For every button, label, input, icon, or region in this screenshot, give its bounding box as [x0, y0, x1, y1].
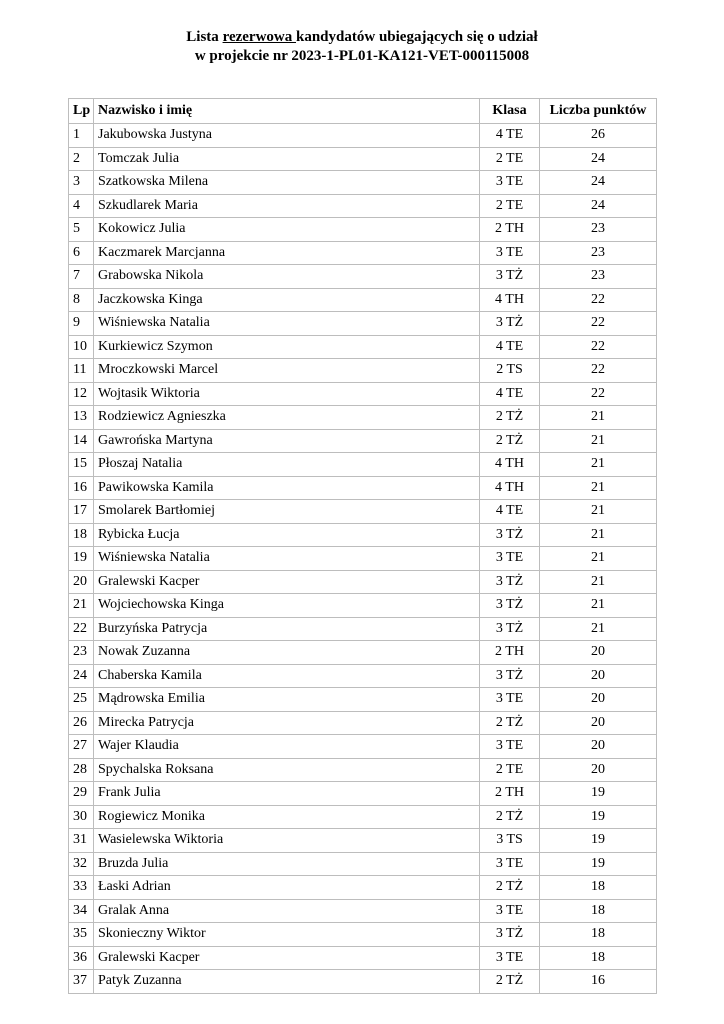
row-class: 3 TŻ — [480, 265, 540, 289]
row-points: 16 — [540, 970, 657, 994]
row-lp: 7 — [69, 265, 94, 289]
table-row — [69, 852, 657, 876]
row-class: 3 TŻ — [480, 664, 540, 688]
row-class: 3 TE — [480, 852, 540, 876]
table-row — [69, 829, 657, 853]
row-class: 3 TŻ — [480, 594, 540, 618]
row-class: 4 TH — [480, 288, 540, 312]
row-name: Jaczkowska Kinga — [94, 288, 480, 312]
table-row — [69, 735, 657, 759]
table-row — [69, 429, 657, 453]
row-points: 18 — [540, 923, 657, 947]
row-name: Kaczmarek Marcjanna — [94, 241, 480, 265]
row-points: 20 — [540, 641, 657, 665]
reserve-list-table — [68, 98, 657, 994]
row-name: Kurkiewicz Szymon — [94, 335, 480, 359]
table-row — [69, 711, 657, 735]
row-points: 21 — [540, 594, 657, 618]
row-class: 4 TE — [480, 382, 540, 406]
row-class: 2 TŻ — [480, 711, 540, 735]
row-lp: 36 — [69, 946, 94, 970]
table-row — [69, 241, 657, 265]
row-class: 3 TE — [480, 946, 540, 970]
row-name: Skonieczny Wiktor — [94, 923, 480, 947]
row-lp: 24 — [69, 664, 94, 688]
row-name: Wojciechowska Kinga — [94, 594, 480, 618]
row-lp: 2 — [69, 147, 94, 171]
row-class: 2 TŻ — [480, 805, 540, 829]
table-row — [69, 406, 657, 430]
row-class: 2 TH — [480, 218, 540, 242]
row-name: Wiśniewska Natalia — [94, 312, 480, 336]
row-lp: 35 — [69, 923, 94, 947]
row-points: 24 — [540, 171, 657, 195]
row-points: 20 — [540, 735, 657, 759]
row-class: 3 TŻ — [480, 312, 540, 336]
row-points: 24 — [540, 194, 657, 218]
row-name: Gralak Anna — [94, 899, 480, 923]
table-row — [69, 617, 657, 641]
row-points: 19 — [540, 782, 657, 806]
row-class: 3 TŻ — [480, 523, 540, 547]
row-lp: 20 — [69, 570, 94, 594]
row-name: Spychalska Roksana — [94, 758, 480, 782]
row-name: Wojtasik Wiktoria — [94, 382, 480, 406]
row-points: 23 — [540, 241, 657, 265]
row-points: 23 — [540, 265, 657, 289]
row-lp: 10 — [69, 335, 94, 359]
table-row — [69, 500, 657, 524]
row-class: 2 TŻ — [480, 970, 540, 994]
row-lp: 33 — [69, 876, 94, 900]
document-title — [0, 27, 724, 47]
document-subtitle: w projekcie nr 2023-1-PL01-KA121-VET-000115008 — [194, 48, 530, 64]
row-name: Gralewski Kacper — [94, 570, 480, 594]
row-name: Burzyńska Patrycja — [94, 617, 480, 641]
row-class: 3 TE — [480, 547, 540, 571]
row-class: 4 TE — [480, 335, 540, 359]
table-header-row — [69, 99, 657, 124]
row-points: 21 — [540, 406, 657, 430]
row-lp: 26 — [69, 711, 94, 735]
table-row — [69, 382, 657, 406]
row-points: 18 — [540, 899, 657, 923]
row-points: 22 — [540, 335, 657, 359]
row-class: 3 TS — [480, 829, 540, 853]
header-lp: Lp — [69, 99, 94, 124]
row-points: 21 — [540, 570, 657, 594]
row-class: 4 TE — [480, 124, 540, 148]
row-lp: 16 — [69, 476, 94, 500]
row-lp: 22 — [69, 617, 94, 641]
row-class: 3 TŻ — [480, 617, 540, 641]
row-name: Wajer Klaudia — [94, 735, 480, 759]
row-class: 3 TE — [480, 899, 540, 923]
row-name: Wiśniewska Natalia — [94, 547, 480, 571]
row-name: Mądrowska Emilia — [94, 688, 480, 712]
row-class: 2 TE — [480, 758, 540, 782]
row-class: 3 TE — [480, 735, 540, 759]
table-row — [69, 194, 657, 218]
row-class: 4 TH — [480, 453, 540, 477]
row-class: 2 TE — [480, 147, 540, 171]
row-lp: 13 — [69, 406, 94, 430]
table-row — [69, 359, 657, 383]
row-class: 4 TE — [480, 500, 540, 524]
row-name: Rogiewicz Monika — [94, 805, 480, 829]
row-lp: 19 — [69, 547, 94, 571]
table-row — [69, 923, 657, 947]
row-lp: 1 — [69, 124, 94, 148]
row-points: 20 — [540, 711, 657, 735]
table-row — [69, 453, 657, 477]
row-name: Jakubowska Justyna — [94, 124, 480, 148]
row-points: 23 — [540, 218, 657, 242]
row-name: Bruzda Julia — [94, 852, 480, 876]
row-points: 22 — [540, 312, 657, 336]
row-class: 3 TŻ — [480, 923, 540, 947]
row-points: 21 — [540, 453, 657, 477]
table-row — [69, 312, 657, 336]
table-row — [69, 476, 657, 500]
table-row — [69, 946, 657, 970]
row-points: 21 — [540, 476, 657, 500]
table-row — [69, 899, 657, 923]
row-points: 20 — [540, 664, 657, 688]
row-name: Frank Julia — [94, 782, 480, 806]
row-points: 19 — [540, 852, 657, 876]
row-points: 21 — [540, 547, 657, 571]
table-row — [69, 570, 657, 594]
table-row — [69, 171, 657, 195]
header-points: Liczba punktów — [540, 99, 657, 124]
row-name: Patyk Zuzanna — [94, 970, 480, 994]
table-row — [69, 758, 657, 782]
row-name: Rodziewicz Agnieszka — [94, 406, 480, 430]
row-class: 2 TH — [480, 641, 540, 665]
row-points: 21 — [540, 500, 657, 524]
row-lp: 29 — [69, 782, 94, 806]
row-points: 20 — [540, 688, 657, 712]
row-points: 18 — [540, 876, 657, 900]
row-lp: 9 — [69, 312, 94, 336]
row-class: 2 TŻ — [480, 429, 540, 453]
header-name: Nazwisko i imię — [94, 99, 480, 124]
table-row — [69, 547, 657, 571]
row-points: 21 — [540, 429, 657, 453]
table-row — [69, 523, 657, 547]
row-lp: 5 — [69, 218, 94, 242]
table-row — [69, 688, 657, 712]
table-row — [69, 288, 657, 312]
table-row — [69, 335, 657, 359]
row-lp: 21 — [69, 594, 94, 618]
table-row — [69, 876, 657, 900]
row-name: Grabowska Nikola — [94, 265, 480, 289]
row-name: Kokowicz Julia — [94, 218, 480, 242]
row-lp: 17 — [69, 500, 94, 524]
row-name: Gawrońska Martyna — [94, 429, 480, 453]
row-points: 18 — [540, 946, 657, 970]
row-name: Szkudlarek Maria — [94, 194, 480, 218]
row-lp: 32 — [69, 852, 94, 876]
table-row — [69, 265, 657, 289]
row-class: 3 TE — [480, 688, 540, 712]
row-points: 21 — [540, 523, 657, 547]
row-class: 2 TŻ — [480, 876, 540, 900]
row-lp: 15 — [69, 453, 94, 477]
row-lp: 11 — [69, 359, 94, 383]
row-lp: 6 — [69, 241, 94, 265]
table-body — [69, 124, 657, 994]
row-name: Nowak Zuzanna — [94, 641, 480, 665]
row-class: 3 TE — [480, 171, 540, 195]
table-row — [69, 664, 657, 688]
table-row — [69, 641, 657, 665]
row-class: 4 TH — [480, 476, 540, 500]
row-points: 19 — [540, 805, 657, 829]
row-lp: 18 — [69, 523, 94, 547]
row-lp: 12 — [69, 382, 94, 406]
row-lp: 3 — [69, 171, 94, 195]
row-name: Chaberska Kamila — [94, 664, 480, 688]
row-lp: 8 — [69, 288, 94, 312]
table-row — [69, 147, 657, 171]
table-row — [69, 782, 657, 806]
row-name: Płoszaj Natalia — [94, 453, 480, 477]
title-emphasis: rezerwowa — [222, 29, 296, 45]
row-name: Smolarek Bartłomiej — [94, 500, 480, 524]
row-name: Wasielewska Wiktoria — [94, 829, 480, 853]
row-lp: 4 — [69, 194, 94, 218]
row-name: Łaski Adrian — [94, 876, 480, 900]
title-suffix: kandydatów ubiegających się o udział — [296, 29, 538, 45]
row-name: Mirecka Patrycja — [94, 711, 480, 735]
row-class: 3 TŻ — [480, 570, 540, 594]
row-points: 22 — [540, 382, 657, 406]
row-lp: 23 — [69, 641, 94, 665]
header-class: Klasa — [480, 99, 540, 124]
row-name: Mroczkowski Marcel — [94, 359, 480, 383]
row-lp: 31 — [69, 829, 94, 853]
row-lp: 37 — [69, 970, 94, 994]
row-points: 26 — [540, 124, 657, 148]
row-class: 2 TS — [480, 359, 540, 383]
row-points: 20 — [540, 758, 657, 782]
row-name: Gralewski Kacper — [94, 946, 480, 970]
row-class: 3 TE — [480, 241, 540, 265]
row-points: 21 — [540, 617, 657, 641]
row-points: 24 — [540, 147, 657, 171]
row-lp: 28 — [69, 758, 94, 782]
row-name: Szatkowska Milena — [94, 171, 480, 195]
row-lp: 34 — [69, 899, 94, 923]
row-name: Tomczak Julia — [94, 147, 480, 171]
table-row — [69, 594, 657, 618]
table-row — [69, 970, 657, 994]
row-lp: 25 — [69, 688, 94, 712]
row-points: 19 — [540, 829, 657, 853]
row-lp: 14 — [69, 429, 94, 453]
table-row — [69, 805, 657, 829]
row-points: 22 — [540, 359, 657, 383]
row-class: 2 TH — [480, 782, 540, 806]
title-prefix: Lista — [186, 29, 223, 45]
row-class: 2 TŻ — [480, 406, 540, 430]
row-lp: 27 — [69, 735, 94, 759]
row-name: Pawikowska Kamila — [94, 476, 480, 500]
table-row — [69, 124, 657, 148]
table-row — [69, 218, 657, 242]
row-class: 2 TE — [480, 194, 540, 218]
row-points: 22 — [540, 288, 657, 312]
row-lp: 30 — [69, 805, 94, 829]
row-name: Rybicka Łucja — [94, 523, 480, 547]
